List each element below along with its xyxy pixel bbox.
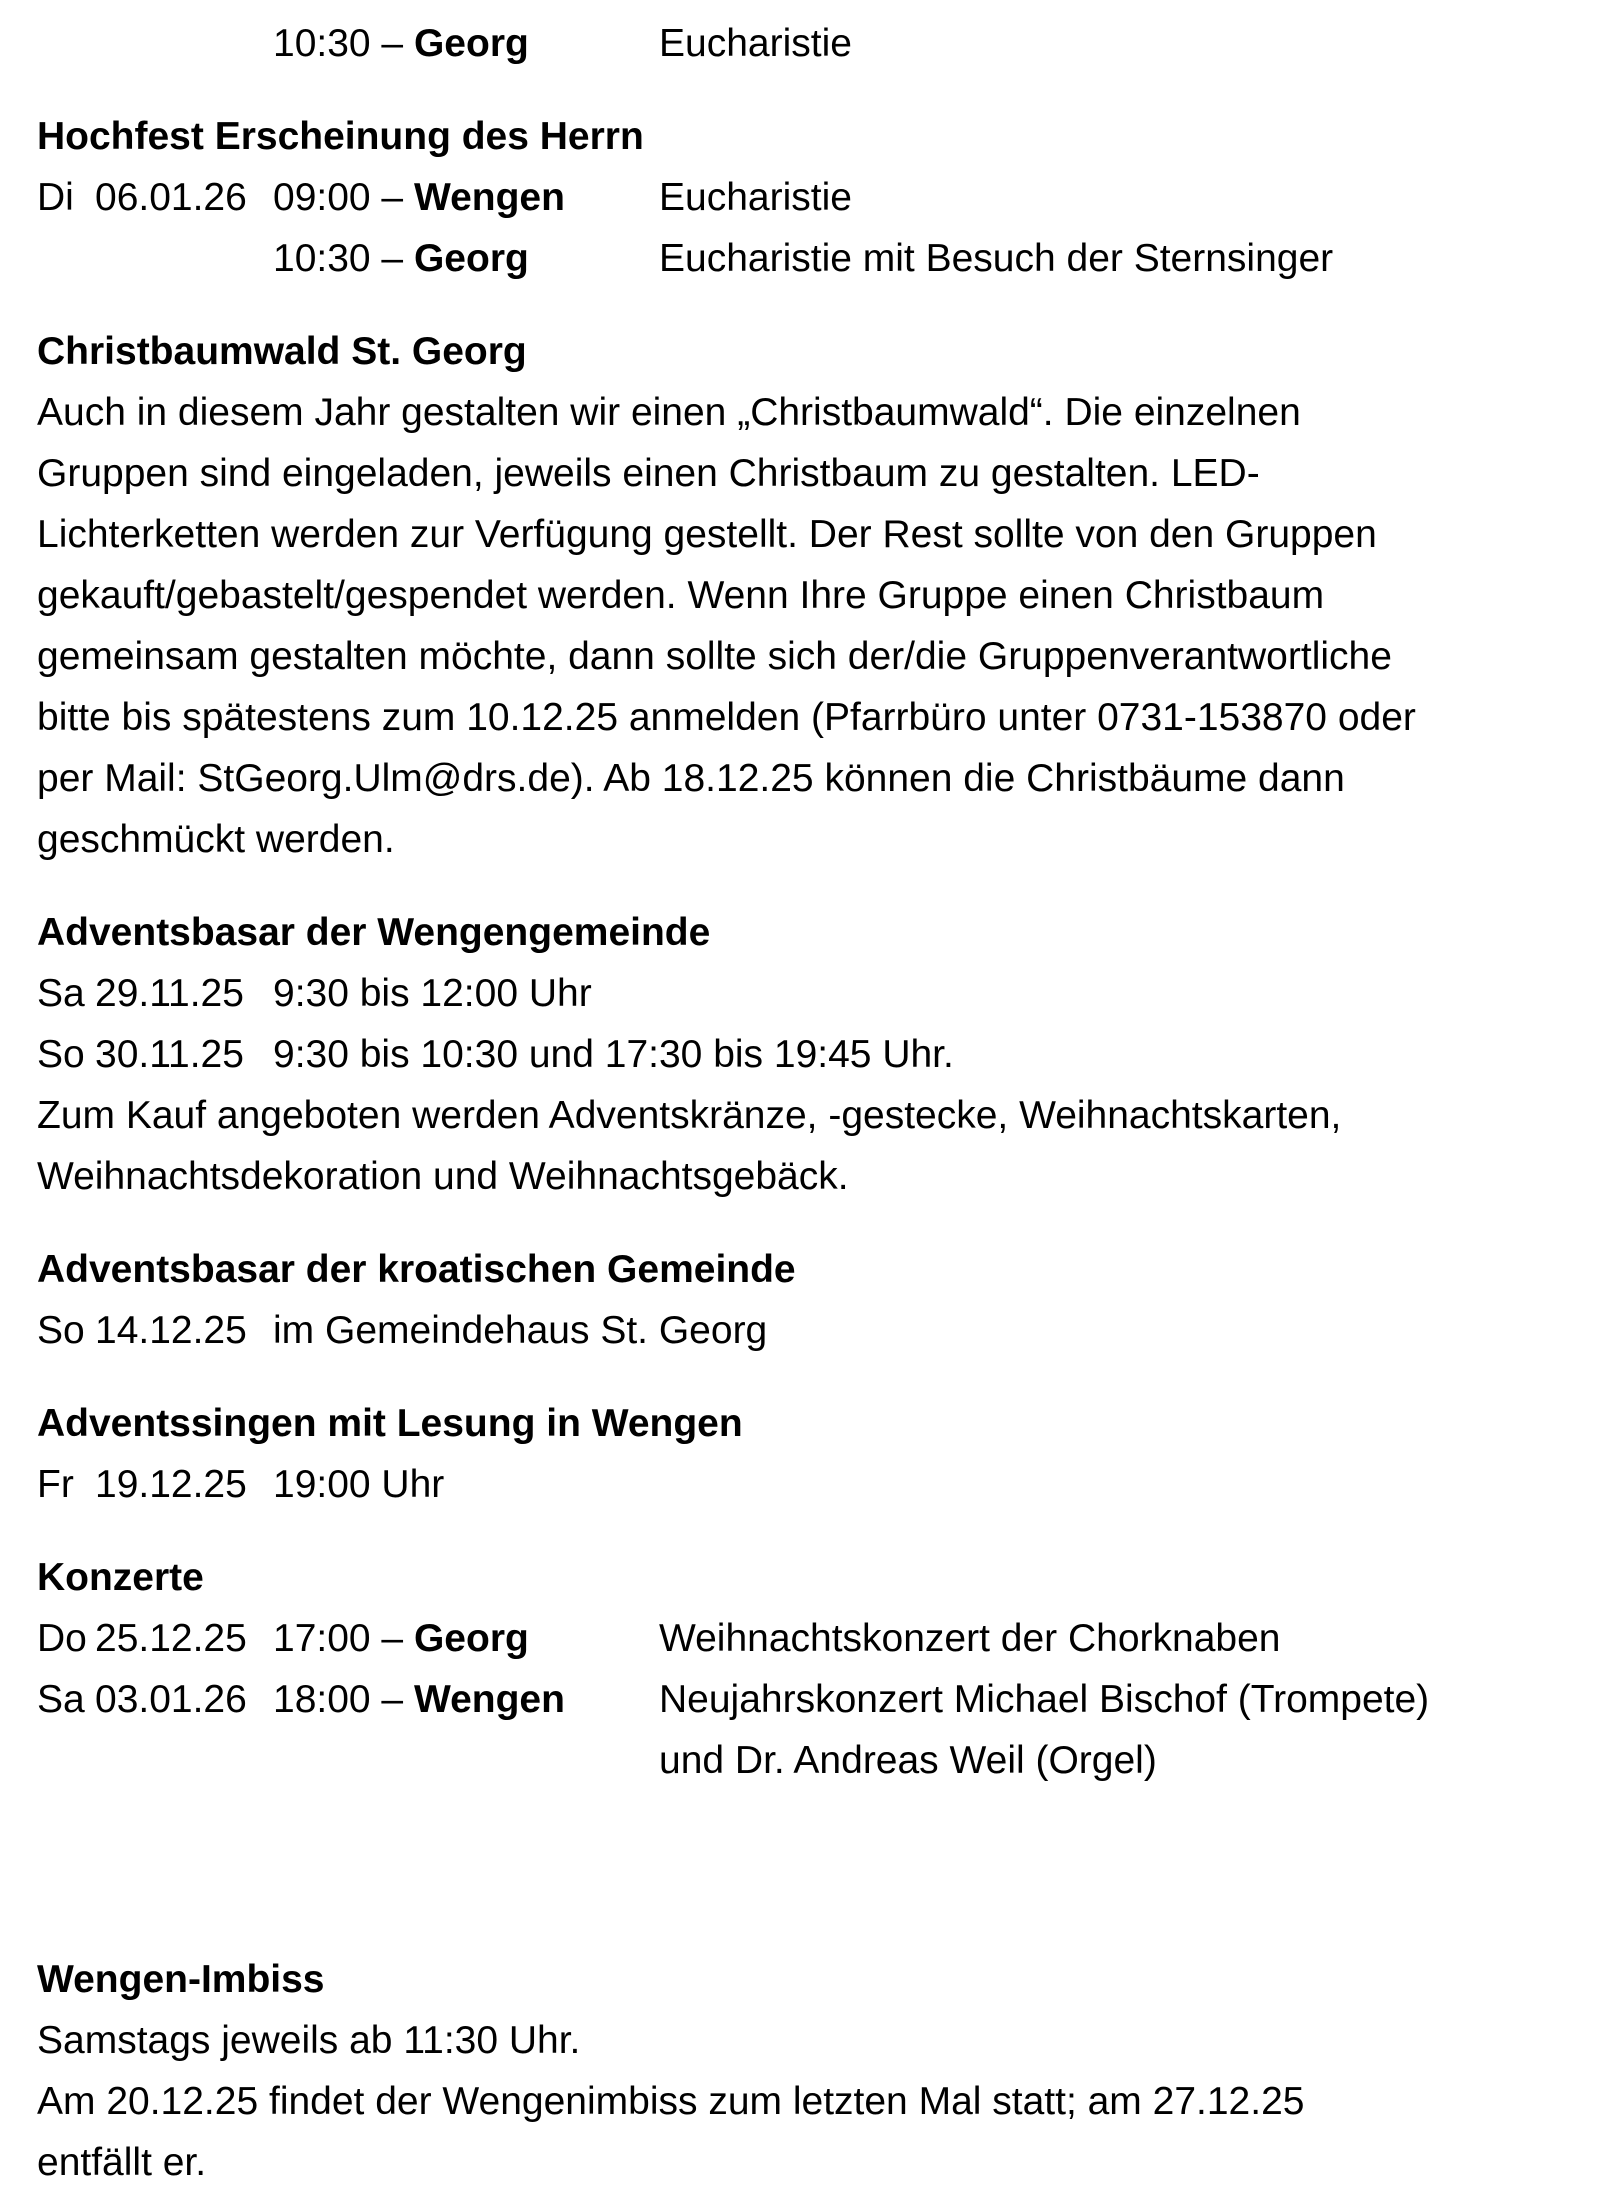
schedule-row bbox=[37, 1730, 1567, 1791]
paragraph-line: geschmückt werden. bbox=[37, 818, 395, 861]
row-time: 10:30 – Georg bbox=[273, 237, 529, 280]
paragraph-line: gemeinsam gestalten möchte, dann sollte sich der/die Gruppenverantwortliche bbox=[37, 635, 1392, 678]
schedule-row bbox=[37, 228, 1567, 289]
schedule-row bbox=[37, 963, 1567, 1024]
row-day: Di bbox=[37, 176, 74, 219]
section-adventssingen bbox=[37, 1393, 1567, 1515]
row-description: Eucharistie mit Besuch der Sternsinger bbox=[659, 237, 1334, 280]
section-heading: Konzerte bbox=[37, 1556, 204, 1599]
document-page bbox=[37, 0, 1567, 2193]
section-konzerte bbox=[37, 1547, 1567, 1791]
row-description: Eucharistie bbox=[659, 176, 852, 219]
paragraph-line: per Mail: StGeorg.Ulm@drs.de). Ab 18.12.25 können die Christbäume dann bbox=[37, 757, 1345, 800]
section-heading: Adventssingen mit Lesung in Wengen bbox=[37, 1402, 743, 1445]
row-description: Weihnachtskonzert der Chorknaben bbox=[659, 1617, 1281, 1660]
row-description: Neujahrskonzert Michael Bischof (Trompete) bbox=[659, 1678, 1430, 1721]
row-time: 18:00 – Wengen bbox=[273, 1678, 565, 1721]
schedule-row bbox=[37, 1454, 1567, 1515]
row-date: 29.11.25 bbox=[95, 972, 244, 1015]
schedule-row bbox=[37, 1669, 1567, 1730]
row-location: Wengen bbox=[413, 1678, 565, 1721]
row-time: 17:00 – Georg bbox=[273, 1617, 529, 1660]
schedule-row bbox=[37, 1024, 1567, 1085]
row-day: Do bbox=[37, 1617, 87, 1660]
row-day: So bbox=[37, 1309, 85, 1352]
section-basar-kroatisch bbox=[37, 1239, 1567, 1361]
row-time: im Gemeindehaus St. Georg bbox=[273, 1309, 768, 1352]
paragraph-line: Gruppen sind eingeladen, jeweils einen Christbaum zu gestalten. LED- bbox=[37, 452, 1260, 495]
schedule-row bbox=[37, 1300, 1567, 1361]
section-basar-wengen bbox=[37, 902, 1567, 1207]
section-heading: Adventsbasar der kroatischen Gemeinde bbox=[37, 1248, 796, 1291]
row-date: 03.01.26 bbox=[95, 1678, 247, 1721]
schedule-row bbox=[37, 167, 1567, 228]
row-day: So bbox=[37, 1033, 85, 1076]
row-date: 30.11.25 bbox=[95, 1033, 244, 1076]
row-time: 9:30 bis 12:00 Uhr bbox=[273, 972, 592, 1015]
paragraph-line: bitte bis spätestens zum 10.12.25 anmelden (Pfarrbüro unter 0731-153870 oder bbox=[37, 696, 1416, 739]
section-imbiss bbox=[37, 1949, 1567, 2193]
row-location: Georg bbox=[413, 22, 529, 65]
row-location: Georg bbox=[413, 237, 529, 280]
row-location: Georg bbox=[413, 1617, 529, 1660]
section-erscheinung bbox=[37, 106, 1567, 289]
row-date: 19.12.25 bbox=[95, 1463, 247, 1506]
row-time: 9:30 bis 10:30 und 17:30 bis 19:45 Uhr. bbox=[273, 1033, 954, 1076]
section-heading: Hochfest Erscheinung des Herrn bbox=[37, 115, 644, 158]
row-date: 25.12.25 bbox=[95, 1617, 247, 1660]
section-heading: Christbaumwald St. Georg bbox=[37, 330, 527, 373]
paragraph-line: entfällt er. bbox=[37, 2141, 207, 2184]
section-heading: Adventsbasar der Wengengemeinde bbox=[37, 911, 711, 954]
section-christbaumwald bbox=[37, 321, 1567, 870]
row-description: Eucharistie bbox=[659, 22, 852, 65]
row-location: Wengen bbox=[413, 176, 565, 219]
row-time: 10:30 – Georg bbox=[273, 22, 529, 65]
paragraph-line: Auch in diesem Jahr gestalten wir einen „Christbaumwald“. Die einzelnen bbox=[37, 391, 1301, 434]
paragraph-line: Weihnachtsdekoration und Weihnachtsgebäck. bbox=[37, 1155, 849, 1198]
paragraph-line: Samstags jeweils ab 11:30 Uhr. bbox=[37, 2019, 581, 2062]
schedule-row bbox=[37, 13, 1567, 74]
section-heading: Wengen-Imbiss bbox=[37, 1958, 325, 2001]
row-day: Sa bbox=[37, 1678, 85, 1721]
row-time: 19:00 Uhr bbox=[273, 1463, 445, 1506]
paragraph-line: Zum Kauf angeboten werden Adventskränze, -gestecke, Weihnachtskarten, bbox=[37, 1094, 1342, 1137]
row-date: 06.01.26 bbox=[95, 176, 247, 219]
paragraph-line: Lichterketten werden zur Verfügung gestellt. Der Rest sollte von den Gruppen bbox=[37, 513, 1377, 556]
paragraph-line: gekauft/gebastelt/gespendet werden. Wenn Ihre Gruppe einen Christbaum bbox=[37, 574, 1325, 617]
row-date: 14.12.25 bbox=[95, 1309, 247, 1352]
row-description: und Dr. Andreas Weil (Orgel) bbox=[659, 1739, 1157, 1782]
schedule-row bbox=[37, 1608, 1567, 1669]
row-time: 09:00 – Wengen bbox=[273, 176, 565, 219]
row-day: Sa bbox=[37, 972, 85, 1015]
row-day: Fr bbox=[37, 1463, 74, 1506]
paragraph-line: Am 20.12.25 findet der Wengenimbiss zum letzten Mal statt; am 27.12.25 bbox=[37, 2080, 1305, 2123]
